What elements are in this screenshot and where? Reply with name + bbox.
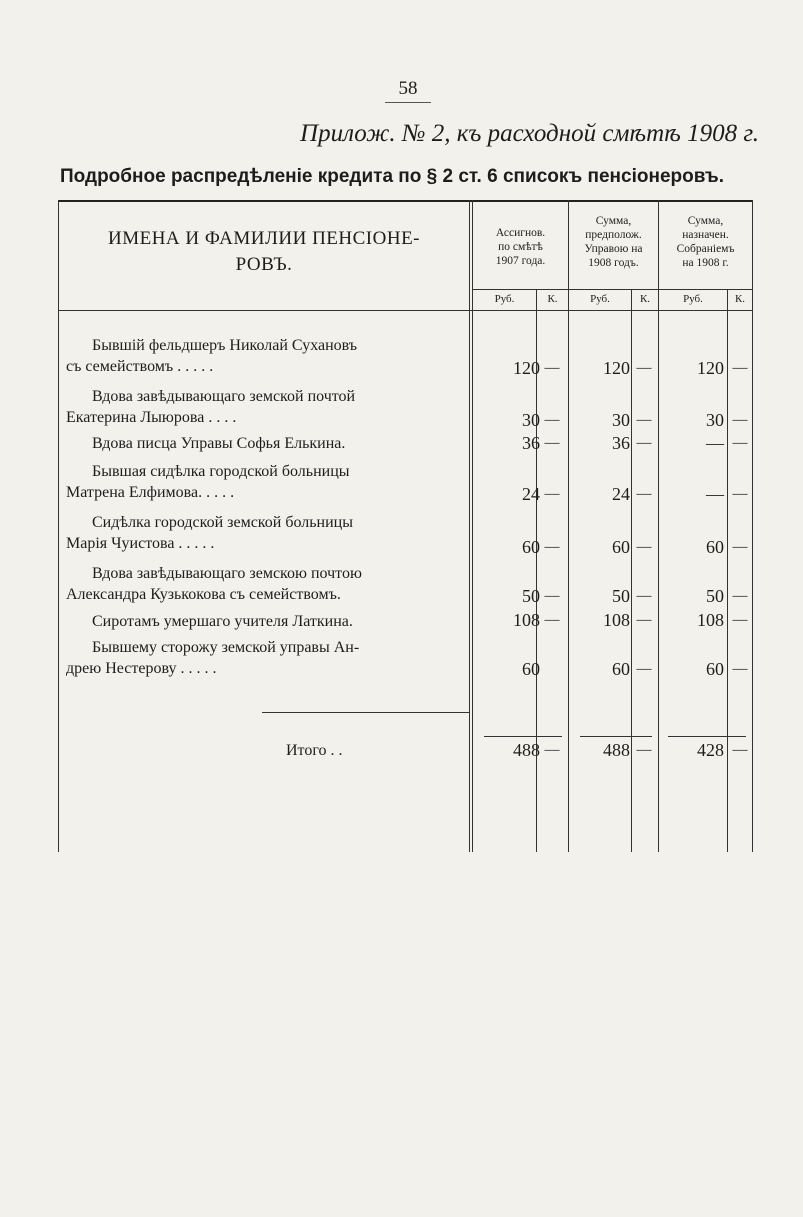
row8-value-proposed: 60 — [612, 659, 630, 679]
row4-kop-proposed: — — [636, 486, 652, 502]
row5-value-1907: 60 — [522, 537, 540, 557]
row6-value-1907: 50 — [522, 586, 540, 606]
total-value-assigned: 428 — [697, 740, 724, 760]
col1-header: Ассигнов. по смѣтѣ 1907 года. — [495, 227, 546, 267]
name-column-header: ИМЕНА И ФАМИЛИИ ПЕНСІОНЕ- РОВЪ. — [107, 228, 421, 275]
row2-kop-proposed: — — [636, 412, 652, 428]
row5-value-assigned: 60 — [706, 537, 724, 557]
row2-value-proposed: 30 — [612, 410, 630, 430]
name-column-divider — [469, 200, 470, 852]
page-number: 58 — [385, 78, 431, 103]
row4-kop-1907: — — [544, 486, 560, 502]
table-left-border — [58, 200, 59, 852]
row6-kop-assigned: — — [732, 588, 748, 604]
row4-kop-assigned: — — [732, 486, 748, 502]
table-row-text: Сиротамъ умершаго учителя Латкина. — [92, 613, 353, 630]
section-heading: Подробное распредѣленіе кредита по § 2 ст. 6 списокъ пенсіонеровъ. — [60, 166, 725, 187]
row5-kop-1907: — — [544, 539, 560, 555]
row5-kop-assigned: — — [732, 539, 748, 555]
row2-kop-assigned: — — [732, 412, 748, 428]
table-row-text: Бывшая сидѣлка городской больницы Матрена Елфимова. . . . . — [66, 463, 350, 501]
total-line-col3 — [668, 736, 746, 737]
row3-kop-assigned: — — [732, 435, 748, 451]
table-row-text: Сидѣлка городской земской больницы Марія Чуистова . . . . . — [66, 514, 353, 552]
col2-kop-divider — [631, 290, 632, 852]
row7-value-assigned: 108 — [697, 610, 724, 630]
total-label: Итого . . — [286, 742, 343, 759]
row6-value-proposed: 50 — [612, 586, 630, 606]
units-top-line — [472, 289, 752, 290]
row8-value-assigned: 60 — [706, 659, 724, 679]
col3-rub-label: Руб. — [683, 293, 703, 305]
row4-value-assigned: — — [706, 484, 724, 504]
row1-value-proposed: 120 — [603, 358, 630, 378]
col1-kop-label: К. — [547, 293, 558, 305]
row1-value-assigned: 120 — [697, 358, 724, 378]
row7-kop-1907: — — [544, 612, 560, 628]
col1-rub-label: Руб. — [494, 293, 515, 305]
row1-value-1907: 120 — [513, 358, 540, 378]
table-right-border — [752, 200, 753, 852]
row8-kop-proposed: — — [636, 661, 652, 677]
col3-kop-label: К. — [734, 293, 746, 305]
table-row-text: Бывшій фельдшеръ Николай Сухановъ съ семействомъ . . . . . — [66, 337, 358, 375]
total-kop-proposed: — — [636, 742, 652, 758]
row7-value-1907: 108 — [513, 610, 540, 630]
name-column-underline — [262, 712, 469, 713]
row1-kop-1907: — — [544, 360, 560, 376]
row6-kop-proposed: — — [636, 588, 652, 604]
row3-value-proposed: 36 — [612, 433, 630, 453]
row3-value-1907: 36 — [522, 433, 540, 453]
row2-value-1907: 30 — [522, 410, 540, 430]
col2-kop-label: К. — [639, 293, 651, 305]
row1-kop-assigned: — — [732, 360, 748, 376]
col3-kop-divider — [727, 290, 728, 852]
row5-value-proposed: 60 — [612, 537, 630, 557]
row4-value-1907: 24 — [522, 484, 540, 504]
col3-header: Сумма, назначен. Собраніемъ на 1908 г. — [676, 215, 735, 269]
row6-value-assigned: 50 — [706, 586, 724, 606]
table-row-text: Вдова писца Управы Софья Елькина. — [92, 435, 346, 452]
row3-kop-proposed: — — [636, 435, 652, 451]
total-kop-assigned: — — [732, 742, 748, 758]
row2-value-assigned: 30 — [706, 410, 724, 430]
total-line-col2 — [580, 736, 652, 737]
header-bottom-line — [58, 310, 752, 311]
row7-kop-proposed: — — [636, 612, 652, 628]
row7-value-proposed: 108 — [603, 610, 630, 630]
col2-header: Сумма, предполож. Управою на 1908 годъ. — [584, 215, 643, 269]
row8-kop-assigned: — — [732, 661, 748, 677]
total-line-col1 — [484, 736, 562, 737]
row7-kop-assigned: — — [732, 612, 748, 628]
row1-kop-proposed: — — [636, 360, 652, 376]
appendix-title: Прилож. № 2, къ расходной смѣтѣ 1908 г. — [300, 120, 759, 147]
table-row-text: Бывшему сторожу земской управы Ан- дрею Нестерову . . . . . — [66, 639, 360, 677]
row4-value-proposed: 24 — [612, 484, 630, 504]
row6-kop-1907: — — [544, 588, 560, 604]
row5-kop-proposed: — — [636, 539, 652, 555]
total-value-1907: 488 — [513, 740, 540, 760]
row3-value-assigned: — — [706, 433, 724, 453]
table-row-text: Вдова завѣдывающаго земской почтой Екатерина Лыюрова . . . . — [66, 388, 356, 426]
row3-kop-1907: — — [544, 435, 560, 451]
table-row-text: Вдова завѣдывающаго земскою почтою Александра Кузькокова съ семействомъ. — [66, 565, 362, 603]
total-value-proposed: 488 — [603, 740, 630, 760]
row8-value-1907: 60 — [522, 659, 540, 679]
row2-kop-1907: — — [544, 412, 560, 428]
total-kop-1907: — — [544, 742, 560, 758]
col2-rub-label: Руб. — [590, 293, 610, 305]
